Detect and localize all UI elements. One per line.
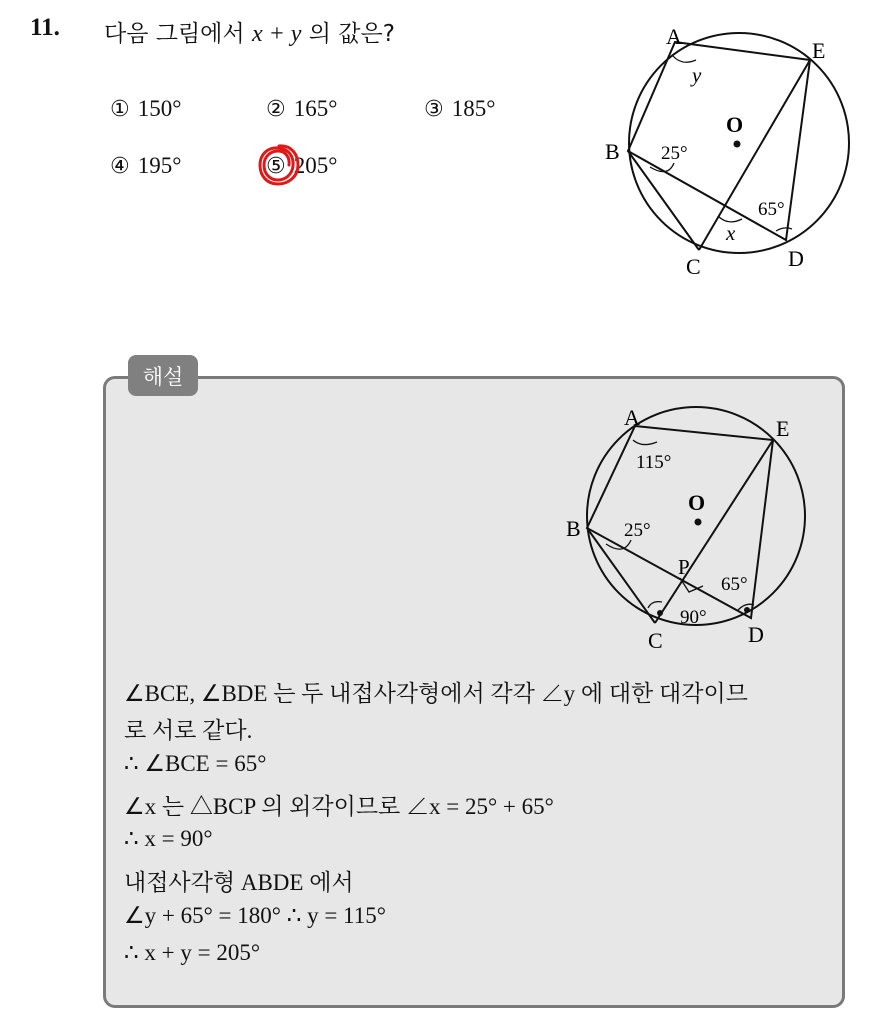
question-suffix: 의 값은? bbox=[308, 21, 395, 47]
question-text bbox=[104, 15, 395, 48]
point-o-label: O bbox=[726, 112, 744, 137]
angle-d-arc bbox=[776, 228, 792, 231]
angle-p-value: 90° bbox=[680, 607, 707, 628]
solution-line-4: ∠x 는 △BCP 의 외각이므로 ∠x = 25° + 65° bbox=[124, 794, 554, 819]
solution-line-8: ∴ x + y = 205° bbox=[124, 940, 261, 965]
solution-point-c-label: C bbox=[648, 628, 663, 653]
choice-2[interactable]: ② 165° bbox=[266, 96, 338, 122]
solution-point-e-label: E bbox=[776, 416, 790, 441]
solution-line-1: ∠BCE, ∠BDE 는 두 내접사각형에서 각각 ∠y 에 대한 대각이므 bbox=[124, 681, 748, 706]
solution-line-6: 내접사각형 ABDE 에서 bbox=[124, 870, 354, 895]
solution-angle-a-arc bbox=[633, 440, 657, 445]
solution-tag: 해설 bbox=[128, 355, 198, 396]
solution-angle-b-value: 25° bbox=[624, 520, 651, 541]
solution-segment-bc bbox=[587, 528, 655, 623]
angle-a-value: 115° bbox=[636, 452, 672, 473]
solution-center-point bbox=[695, 519, 702, 526]
angle-x-label: x bbox=[726, 221, 736, 245]
angle-d-value: 65° bbox=[758, 199, 785, 220]
solution-angle-d-value: 65° bbox=[721, 574, 748, 595]
center-point bbox=[734, 141, 741, 148]
question-prefix: 다음 그림에서 bbox=[104, 21, 245, 47]
point-d-label: D bbox=[788, 246, 804, 271]
angle-y-label: y bbox=[692, 63, 702, 87]
solution-line-7: ∠y + 65° = 180° ∴ y = 115° bbox=[124, 903, 386, 928]
solution-segment-ce bbox=[655, 440, 773, 623]
choice-3[interactable]: ③ 185° bbox=[424, 96, 496, 122]
question-number: 11. bbox=[30, 14, 60, 41]
point-p-label: P bbox=[678, 555, 690, 579]
solution-point-b-label: B bbox=[566, 516, 581, 541]
point-a-label: A bbox=[666, 24, 682, 49]
choice-1[interactable]: ① 150° bbox=[110, 96, 182, 122]
angle-a-arc bbox=[673, 56, 696, 62]
segment-bc bbox=[628, 151, 699, 250]
solution-line-3: ∴ ∠BCE = 65° bbox=[124, 751, 267, 776]
point-e-label: E bbox=[812, 38, 826, 63]
angle-d-dot bbox=[744, 607, 750, 613]
answer-circle-mark bbox=[254, 140, 304, 190]
point-c-label: C bbox=[686, 254, 701, 279]
solution-line-5: ∴ x = 90° bbox=[124, 826, 213, 851]
solution-point-o-label: O bbox=[688, 490, 706, 515]
solution-figure bbox=[560, 398, 840, 656]
choice-5[interactable]: ⑤ 205° bbox=[266, 153, 338, 179]
solution-line-2: 로 서로 같다. bbox=[124, 718, 253, 743]
solution-point-d-label: D bbox=[748, 622, 764, 647]
question-expression: x + y bbox=[251, 21, 302, 47]
question-figure bbox=[590, 18, 870, 283]
solution-point-a-label: A bbox=[624, 405, 640, 430]
choice-4[interactable]: ④ 195° bbox=[110, 153, 182, 179]
point-b-label: B bbox=[605, 139, 620, 164]
angle-c-dot bbox=[657, 610, 663, 616]
angle-b-value: 25° bbox=[661, 143, 688, 164]
solution-angle-c-arc bbox=[648, 602, 662, 608]
